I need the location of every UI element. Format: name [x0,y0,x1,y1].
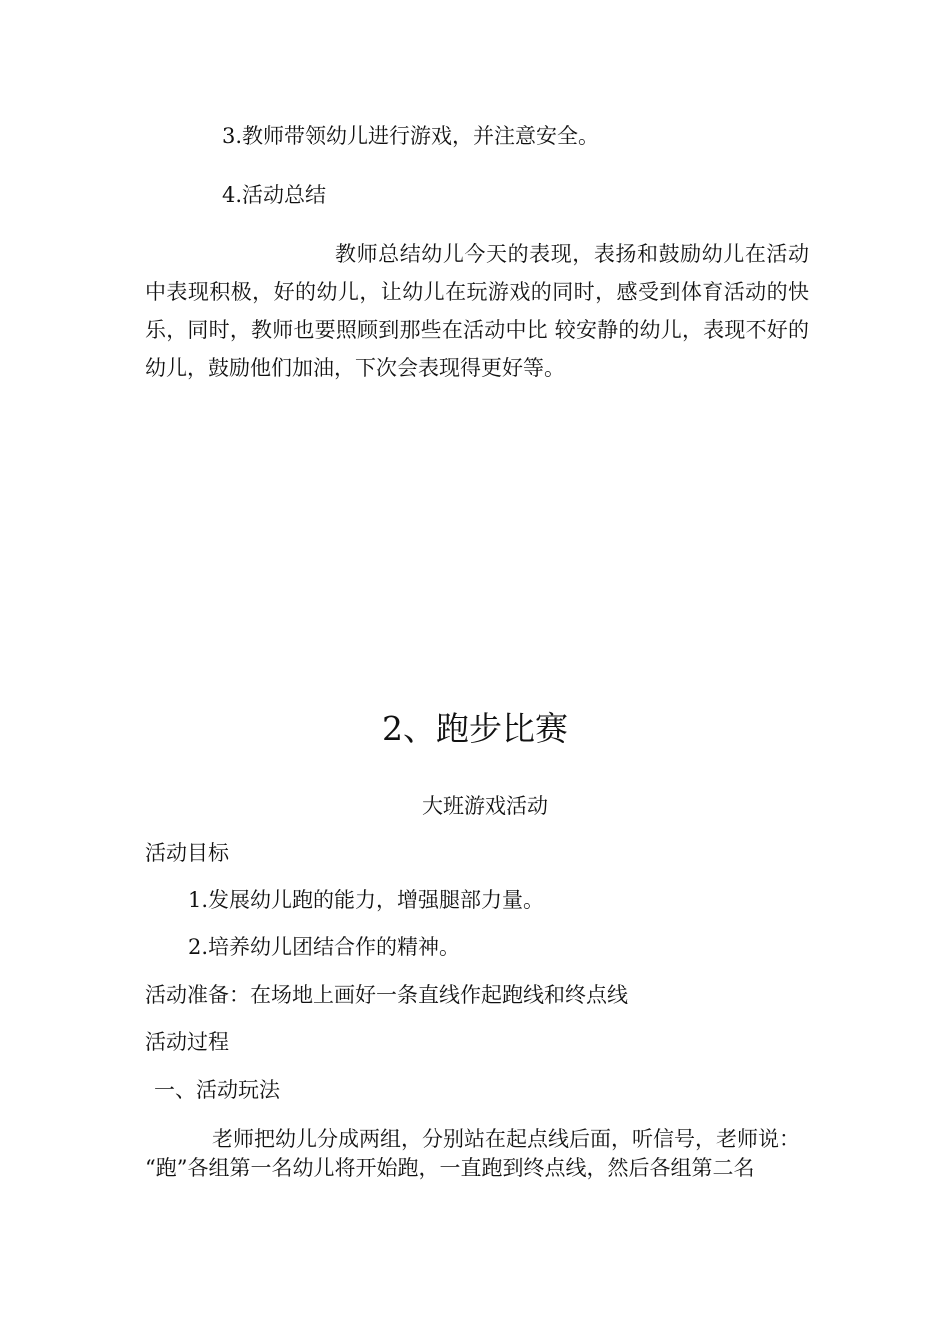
process-heading: 活动过程 [145,1030,229,1054]
summary-paragraph [145,235,809,387]
step-4-heading: 4.活动总结 [222,183,327,207]
section-title: 2、跑步比赛 [382,709,568,748]
step-3-text: 3.教师带领幼儿进行游戏，并注意安全。 [222,124,600,148]
goal-item-1: 1.发展幼儿跑的能力，增强腿部力量。 [188,888,545,912]
preparation-text: 活动准备：在场地上画好一条直线作起跑线和终点线 [145,983,628,1007]
play-heading: 一、活动玩法 [154,1078,280,1102]
goals-heading: 活动目标 [145,841,229,865]
play-text-line-1: 老师把幼儿分成两组，分别站在起点线后面，听信号，老师说： [212,1127,800,1151]
summary-text: 教师总结幼儿今天的表现，表扬和鼓励幼儿在活动中表现积极，好的幼儿，让幼儿在玩游戏的同时，感受到体育活动的快乐，同时，教师也要照顾到那些在活动中比 较安静的幼儿，表现不好的幼儿，鼓励他们加油，下次会表现得更好等。 [145,242,809,380]
section-subtitle: 大班游戏活动 [422,794,548,818]
goal-item-2: 2.培养幼儿团结合作的精神。 [188,935,461,959]
play-text-line-2: “跑”各组第一名幼儿将开始跑，一直跑到终点线，然后各组第二名 [145,1156,755,1180]
